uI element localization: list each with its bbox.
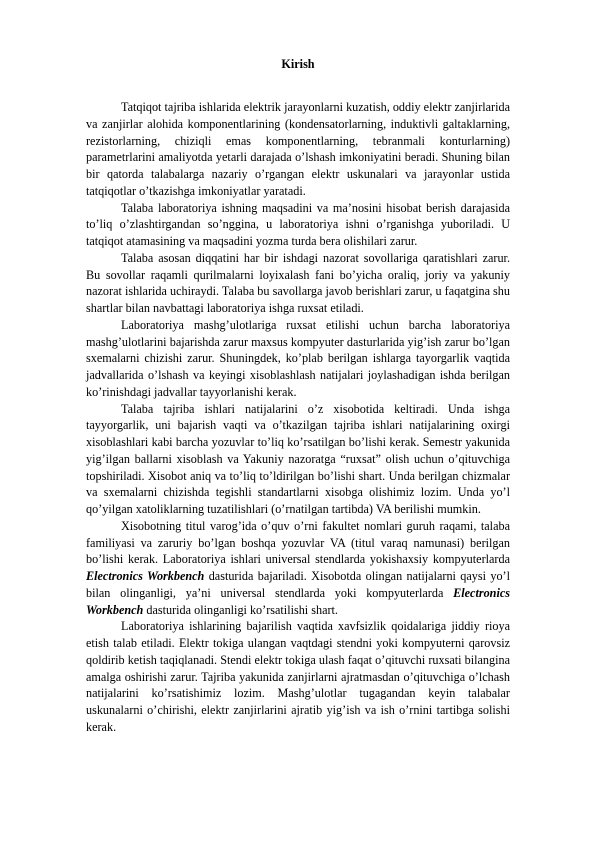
paragraph-6-text-c: dasturida olinganligi ko’rsatilishi shart. (143, 602, 338, 617)
paragraph-1: Tatqiqot tajriba ishlarida elektrik jarayonlarni kuzatish, oddiy elektr zanjirlarida va zanjirlar alohida komponentlarining (kondensatorlarning, induktivli galtaklarning, rezistorlarning, chiziqli emas komponentlarning, tebranmali konturlarning) parametrlarini amaliyotda yetarli darajada o’lshash imkoniyatini beradi. Shuning bilan bir qatorda talabalarga nazariy o’rgangan elektr uskunalari va jarayonlar ustida tatqiqotlar o’tkazishga imkoniyatlar yaratadi. (86, 100, 510, 198)
paragraph-2: Talaba laboratoriya ishning maqsadini va ma’nosini hisobat berish darajasida to’liq o’zlashtirgandan so’nggina, u laboratoriya ishni o’rganishga yuboriladi. U tatqiqot atamasining va maqsadini yozma turda bera olishilari zarur. (86, 200, 510, 248)
page-title: Kirish (281, 57, 315, 71)
paragraph-7: Laboratoriya ishlarining bajarilish vaqtida xavfsizlik qoidalariga jiddiy rioya etish talab etiladi. Elektr tokiga ulangan vaqtdagi stendni yoki kompyuterni qarovsiz qoldirib ketish taqiqlanadi. Stendi elektr tokiga ulash faqat o’qituvchi ruxsati bilangina amalga oshirishi zarur. Tajriba yakunida zanjirlarni ajratmasdan o’qituvchiga o’lchash natijalarini ko’rsatishimiz lozim. Mashg’ulotlar tugagandan keyin talabalar uskunalarni o’chirishi, elektr zanjirlarini ajratib yig’ish va ish o’rnini tartibga solishi kerak. (86, 619, 510, 734)
document-page (86, 56, 510, 736)
paragraph-3: Talaba asosan diqqatini har bir ishdagi nazorat sovollariga qaratishlari zarur. Bu sovollar raqamli qurilmalarni loyixalash fani bo’yicha oraliq, joriy va yakuniy nazorat ishlarida uchiraydi. Talaba bu savollarga javob berishlari zarur, u faqatgina shu shartlar bilan navbattagi laboratoriya ishga ruxsat etiladi. (86, 250, 510, 315)
paragraph-5: Talaba tajriba ishlari natijalarini o’z xisobotida keltiradi. Unda ishga tayyorgarlik, uni bajarish vaqti va o’tkazilgan tajriba ishlari natijalarining oxirgi xisoblashlari kabi barcha yozuvlar to’liq ko’rsatilgan bo’lishi kerak. Semestr yakunida yig’ilgan ballarni xisoblash va Yakuniy nazoratga “ruxsat” olish uchun o’qituvchiga topshiriladi. Xisobot aniq va to’liq to’ldirilgan bo’lishi shart. Unda berilgan chizmalar va sxemalarni chizishda tegishli standartlarni xisobga olishimiz lozim. Unda yo’l qo’yilgan xatoliklarning tuzatilishlari (o’rnatilgan tartibda) VA berilishi mumkin. (86, 401, 510, 516)
paragraph-4: Laboratoriya mashg’ulotlariga ruxsat etilishi uchun barcha laboratoriya mashg’ulotlarini bajarishda zarur maxsus kompyuter dasturlarida yig’ish zarur bo’lgan sxemalarni chizishi zarur. Shuningdek, ko’plab berilgan ishlarga tayorgarlik vaqtida jadvallarida o’lshash va keyingi xisoblashlash natijalari joylashadigan ishda berilgan ko’rinishdagi jadvallar tayyorlanishi kerak. (86, 317, 510, 399)
software-name-emphasis: Electronics Workbench (86, 569, 205, 583)
paragraph-6-text-b: dasturida bajariladi. Xisobotda olingan natijalarni qaysi yo’l bilan olinganligi, ya’ni universal stendlarda yoki kompyuterlarda (86, 569, 510, 600)
paragraph-6 (86, 518, 510, 619)
paragraph-6-text-a: Xisobotning titul varog’ida o’quv o’rni fakultet nomlari guruh raqami, talaba familiyasi va zaruriy bo’lgan boshqa yozuvlar VA (titul varaq namunasi) berilgan bo’lishi kerak. Laboratoriya ishlari universal stendlarda yokishaxsiy kompyuterlarda (86, 518, 510, 567)
software-name-emphasis: Electronics Workbench (86, 585, 510, 617)
